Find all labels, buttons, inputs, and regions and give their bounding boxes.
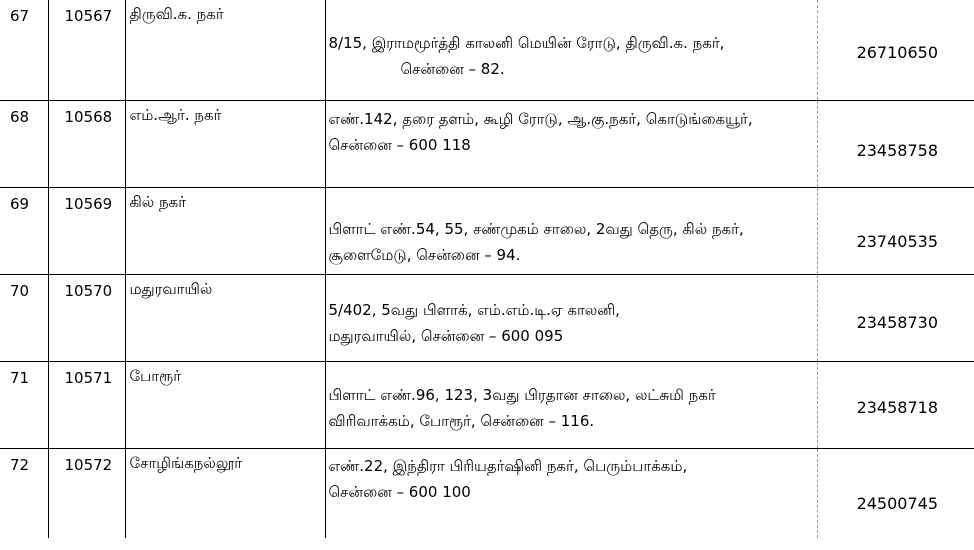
- phone-cell: [817, 362, 974, 449]
- phone-cell: [817, 0, 974, 101]
- phone-number: 23458758: [856, 141, 938, 160]
- address: [326, 0, 817, 82]
- address-line-1: 8/15, இராமமூர்த்தி காலனி மெயின் ரோடு, திருவி.க. நகர்,: [328, 34, 725, 52]
- address-cell: [325, 362, 817, 449]
- office-code: 10567: [64, 7, 113, 25]
- office-name-cell: [125, 0, 325, 101]
- office-code-cell: [48, 188, 125, 275]
- address-line-1: பிளாட் எண்.96, 123, 3வது பிரதான சாலை, லட்சுமி நகர்: [328, 386, 716, 404]
- address-line-1: எண்.22, இந்திரா பிரியதர்ஷினி நகர், பெரும்பாக்கம்,: [328, 457, 688, 475]
- phone-number: 23458730: [856, 313, 938, 332]
- office-code-cell: [48, 0, 125, 101]
- office-name: எம்.ஆர். நகர்: [129, 106, 222, 124]
- office-name: கில் நகர்: [129, 193, 187, 211]
- office-name: போரூர்: [129, 367, 182, 385]
- address-cell: [325, 101, 817, 188]
- address: [326, 188, 817, 268]
- office-code: 10570: [64, 282, 113, 300]
- serial-number: 72: [10, 456, 30, 474]
- phone-number: 26710650: [856, 43, 938, 62]
- office-code-cell: [48, 449, 125, 539]
- address: [326, 101, 817, 158]
- phone-cell: [817, 101, 974, 188]
- address-line-2: மதுரவாயில், சென்னை – 600 095: [328, 327, 564, 345]
- table-row: [0, 362, 974, 449]
- table-row: [0, 101, 974, 188]
- serial-number-cell: [0, 275, 48, 362]
- address-line-2: சென்னை – 82.: [400, 60, 505, 78]
- office-code-cell: [48, 275, 125, 362]
- address-cell: [325, 188, 817, 275]
- office-name: மதுரவாயில்: [129, 280, 213, 298]
- phone-number: 23458718: [856, 398, 938, 417]
- serial-number: 67: [10, 7, 30, 25]
- address-line-1: பிளாட் எண்.54, 55, சண்முகம் சாலை, 2வது தெரு, கில் நகர்,: [328, 220, 744, 238]
- address-line-2: சென்னை – 600 100: [328, 483, 471, 501]
- office-code: 10571: [64, 369, 113, 387]
- office-code: 10572: [64, 456, 113, 474]
- phone-cell: [817, 188, 974, 275]
- serial-number: 68: [10, 108, 30, 126]
- table-row: [0, 449, 974, 539]
- serial-number: 70: [10, 282, 30, 300]
- table-row: [0, 188, 974, 275]
- phone-cell: [817, 449, 974, 539]
- phone-cell: [817, 275, 974, 362]
- phone-number: 24500745: [856, 494, 938, 513]
- address-cell: [325, 449, 817, 539]
- serial-number-cell: [0, 0, 48, 101]
- office-name-cell: [125, 362, 325, 449]
- phone-number: 23740535: [856, 232, 938, 251]
- serial-number-cell: [0, 188, 48, 275]
- address-line-2: விரிவாக்கம், போரூர், சென்னை – 116.: [328, 412, 595, 430]
- address-line-1: எண்.142, தரை தளம், கூழி ரோடு, ஆ.கு.நகர், கொடுங்கையூர்,: [328, 110, 753, 128]
- serial-number-cell: [0, 362, 48, 449]
- address: [326, 275, 817, 349]
- address-cell: [325, 275, 817, 362]
- address: [326, 449, 817, 505]
- office-name-cell: [125, 188, 325, 275]
- office-name-cell: [125, 449, 325, 539]
- table-row: [0, 0, 974, 101]
- address: [326, 362, 817, 434]
- office-name-cell: [125, 275, 325, 362]
- address-line-2: சென்னை – 600 118: [328, 136, 471, 154]
- address-line-1: 5/402, 5வது பிளாக், எம்.எம்.டி.ஏ காலனி,: [328, 301, 620, 319]
- address-cell: [325, 0, 817, 101]
- office-name: திருவி.க. நகர்: [129, 5, 224, 23]
- office-name-cell: [125, 101, 325, 188]
- table-row: [0, 275, 974, 362]
- serial-number-cell: [0, 101, 48, 188]
- serial-number: 69: [10, 195, 30, 213]
- office-code-cell: [48, 101, 125, 188]
- address-line-2: சூளைமேடு, சென்னை – 94.: [328, 246, 521, 264]
- serial-number: 71: [10, 369, 30, 387]
- serial-number-cell: [0, 449, 48, 539]
- office-code: 10569: [64, 195, 113, 213]
- office-name: சோழிங்கநல்லூர்: [129, 454, 243, 472]
- office-code: 10568: [64, 108, 113, 126]
- office-code-cell: [48, 362, 125, 449]
